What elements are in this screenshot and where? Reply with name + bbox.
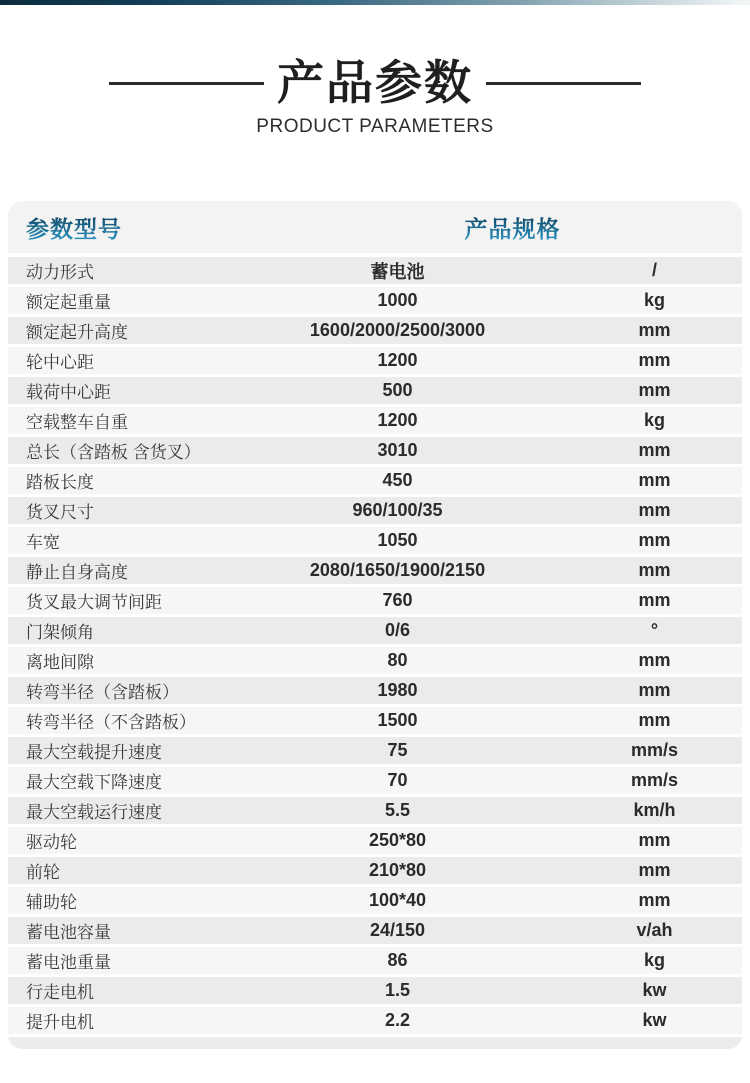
row-label: 最大空载运行速度: [26, 803, 162, 822]
row-label: 转弯半径（不含踏板）: [26, 713, 196, 732]
table-row: [8, 347, 742, 374]
row-unit: °: [650, 620, 659, 640]
table-row: [8, 917, 742, 944]
row-unit: mm: [638, 320, 671, 340]
row-label: 最大空载下降速度: [26, 773, 162, 792]
row-label: 踏板长度: [26, 473, 94, 492]
row-unit: mm: [638, 530, 671, 550]
row-unit: /: [651, 260, 657, 280]
row-value: 100*40: [368, 890, 427, 910]
row-label: 蓄电池容量: [26, 923, 111, 942]
row-value: 760: [382, 590, 413, 610]
row-unit: mm: [638, 470, 671, 490]
row-unit: mm/s: [630, 740, 679, 760]
row-value: 450: [382, 470, 413, 490]
row-value: 70: [387, 770, 408, 790]
spec-table-body: [8, 257, 742, 1034]
table-row: [8, 647, 742, 674]
row-unit: mm: [638, 860, 671, 880]
column-header-spec: 产品规格: [228, 211, 742, 244]
row-unit: kg: [643, 410, 665, 430]
row-unit: kg: [643, 950, 665, 970]
table-row: [8, 887, 742, 914]
row-value: 75: [387, 740, 408, 760]
table-row: [8, 827, 742, 854]
row-unit: mm: [638, 590, 671, 610]
row-unit: kg: [643, 290, 665, 310]
table-row: [8, 497, 742, 524]
top-accent-bar: [0, 0, 750, 5]
table-row: [8, 587, 742, 614]
row-label: 行走电机: [26, 983, 94, 1002]
title-row: [0, 56, 750, 110]
row-label: 货叉最大调节间距: [26, 593, 162, 612]
row-unit: mm: [638, 440, 671, 460]
row-unit: mm: [638, 650, 671, 670]
row-label: 驱动轮: [26, 833, 77, 852]
table-row: [8, 437, 742, 464]
row-value: 2080/1650/1900/2150: [309, 560, 486, 580]
row-value: 80: [387, 650, 408, 670]
table-row: [8, 257, 742, 284]
row-unit: mm: [638, 890, 671, 910]
table-row: [8, 977, 742, 1004]
row-value: 蓄电池: [370, 261, 425, 282]
row-label: 额定起升高度: [26, 323, 128, 342]
row-value: 0/6: [384, 620, 411, 640]
row-unit: mm: [638, 350, 671, 370]
row-unit: mm: [638, 710, 671, 730]
row-unit: mm: [638, 560, 671, 580]
row-label: 动力形式: [26, 263, 94, 282]
row-unit: v/ah: [636, 920, 673, 940]
row-value: 1.5: [384, 980, 411, 1000]
row-value: 3010: [377, 440, 418, 460]
table-row: [8, 737, 742, 764]
row-value: 1000: [377, 290, 418, 310]
row-value: 1200: [377, 410, 418, 430]
row-unit: kw: [642, 1010, 667, 1030]
page-title: 产品参数: [277, 56, 473, 109]
row-value: 86: [387, 950, 408, 970]
table-row: [8, 857, 742, 884]
row-label: 门架倾角: [26, 623, 94, 642]
row-unit: mm: [638, 680, 671, 700]
row-unit: mm: [638, 500, 671, 520]
column-header-param: 参数型号: [8, 211, 228, 244]
row-label: 空载整车自重: [26, 413, 128, 432]
row-label: 前轮: [26, 863, 60, 882]
title-rule-right: [486, 82, 641, 85]
row-value: 2.2: [384, 1010, 411, 1030]
spec-table-card: [8, 201, 742, 1049]
row-unit: kw: [642, 980, 667, 1000]
card-footer-band: [8, 1037, 742, 1049]
row-label: 离地间隙: [26, 653, 94, 672]
page-subtitle: PRODUCT PARAMETERS: [256, 116, 494, 138]
row-unit: mm: [638, 380, 671, 400]
table-row: [8, 377, 742, 404]
row-unit: mm: [638, 830, 671, 850]
row-label: 最大空载提升速度: [26, 743, 162, 762]
table-row: [8, 467, 742, 494]
row-label: 车宽: [26, 533, 60, 552]
row-value: 1050: [377, 530, 418, 550]
table-row: [8, 527, 742, 554]
row-label: 总长（含踏板 含货叉）: [26, 443, 201, 462]
table-row: [8, 797, 742, 824]
row-value: 24/150: [369, 920, 426, 940]
row-label: 额定起重量: [26, 293, 111, 312]
table-row: [8, 287, 742, 314]
row-value: 1500: [377, 710, 418, 730]
row-label: 蓄电池重量: [26, 953, 111, 972]
row-label: 转弯半径（含踏板）: [26, 683, 179, 702]
table-row: [8, 707, 742, 734]
row-value: 210*80: [368, 860, 427, 880]
table-row: [8, 407, 742, 434]
table-row: [8, 1007, 742, 1034]
row-value: 1980: [377, 680, 418, 700]
table-row: [8, 677, 742, 704]
table-row: [8, 947, 742, 974]
spec-table-header: [8, 201, 742, 253]
row-label: 货叉尺寸: [26, 503, 94, 522]
title-rule-left: [109, 82, 264, 85]
row-value: 250*80: [368, 830, 427, 850]
table-row: [8, 557, 742, 584]
table-row: [8, 617, 742, 644]
row-value: 1600/2000/2500/3000: [309, 320, 486, 340]
table-row: [8, 767, 742, 794]
row-value: 960/100/35: [352, 500, 443, 520]
row-value: 1200: [377, 350, 418, 370]
row-unit: km/h: [633, 800, 676, 820]
row-value: 500: [382, 380, 413, 400]
row-label: 轮中心距: [26, 353, 94, 372]
row-label: 载荷中心距: [26, 383, 111, 402]
table-row: [8, 317, 742, 344]
section-header: [0, 56, 750, 138]
row-value: 5.5: [384, 800, 411, 820]
row-label: 辅助轮: [26, 893, 77, 912]
row-label: 提升电机: [26, 1013, 94, 1032]
row-unit: mm/s: [630, 770, 679, 790]
row-label: 静止自身高度: [26, 563, 128, 582]
